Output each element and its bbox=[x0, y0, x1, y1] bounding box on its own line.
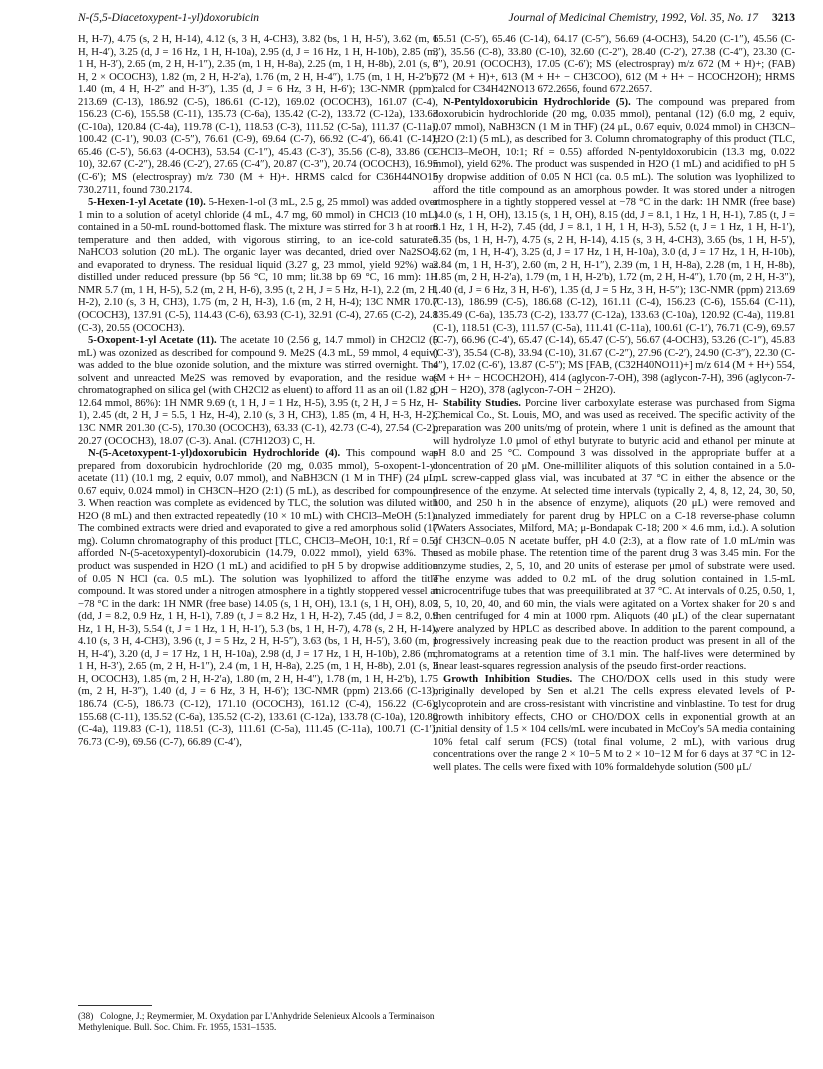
section-heading: 5-Hexen-1-yl Acetate (10). bbox=[88, 197, 206, 209]
paragraph bbox=[433, 97, 795, 398]
paragraph bbox=[433, 398, 795, 674]
paragraph bbox=[78, 448, 438, 749]
section-heading: Growth Inhibition Studies. bbox=[443, 673, 573, 685]
section-heading: N-Pentyldoxorubicin Hydrochloride (5). bbox=[443, 96, 631, 108]
paragraph bbox=[78, 335, 438, 448]
section-heading: Stability Studies. bbox=[443, 397, 521, 409]
section-heading: N-(5-Acetoxypent-1-yl)doxorubicin Hydrochloride (4). bbox=[88, 448, 341, 460]
footnote bbox=[78, 1011, 438, 1033]
journal-citation bbox=[509, 12, 795, 24]
running-title: N-(5,5-Diacetoxypent-1-yl)doxorubicin bbox=[78, 12, 260, 24]
paragraph-body: Porcine liver carboxylate esterase was purchased from Sigma Chemical Co., St. Louis, MO, and was used as received. The specific activity of the preparation was 200 units/mg of protein, where 1 unit is defined as the amount that will hydrolyze 1.0 μmol of ethyl butyrate to butyric acid and ethanol per minute at pH 8.0 and 25 °C. Compound 3 was dissolved in the appropriate buffer at a concentration of 20 μM. One-milliliter aliquots of this solution contained in a 5.0-mL screw-capped glass vial, was incubated at 37 °C in either the absence or the presence of the enzyme. At selected time intervals (typically 2, 4, 8, 12, 24, 30, 50, 100, and 250 h in the absence of enzyme), aliquots (20 μL) were removed and analyzed immediately for parent drug by HPLC on a C-18 reverse-phase column (Waters Associates, Milford, MA; μ-Bondapak C-18; 200 × 4.6 mm, i.d.). A solution of CH3CN–0.05 N acetate buffer, pH 4.0 (2:3), at a flow rate of 1.0 mL/min was used as mobile phase. The retention time of the parent drug 3 was 3.45 min. For the enzyme studies, 2, 5, 10, and 20 units of esterase per μmol of substrate were used. The enzyme was added to 0.2 mL of the drug solution contained in 1.5-mL microcentrifuge tubes that was preequilibrated at 37 °C. At intervals of 0.25, 0.50, 1, 2, 5, 10, 20, 40, and 60 min, the vials were agitated on a Vortex shaker for 20 s and then centrifuged for 4 min at 1000 rpm. Aliquots (40 μL) of the clear supernatant were analyzed by HPLC as described above. In addition to the parent compound, a progressively increasing peak due to the reaction product was present in all of the chromatograms at a retention time of 3.1 min. The half-lives were determined by linear least-squares regression analysis of the pseudo first-order reactions. bbox=[433, 397, 796, 673]
paragraph-body: 5-Hexen-1-ol (3 mL, 2.5 g, 25 mmol) was added over 1 min to a solution of acetyl chloride (4 mL, 4.7 mg, 60 mmol) in CHCl3 (10 mL) contained in a 50-mL round-bottomed flask. The mixture was stirred for 3 h at room temperature and then added, with vigorous stirring, to an ice-cold saturated NaHCO3 solution (20 mL). The organic layer was decanted, dried over Na2SO4, and evaporated to dryness. The residual liquid (3.27 g, 23 mmol, yield 92%) was distilled under reduced pressure (bp 56 °C, 10 mm; lit.38 bp 69 °C, 16 mm): 1H NMR 5.7 (m, 1 H, H-5), 5.2 (m, 2 H, H-6), 3.95 (t, 2 H, J = 5 Hz, H-1), 2.2 (m, 2 H, H-2), 2.10 (s, 3 H, CH3), 1.75 (m, 2 H, H-3), 1.6 (m, 2 H, H-4); 13C NMR 170.7 (OCOCH3), 137.91 (C-5), 114.43 (C-6), 63.93 (C-1), 32.91 (C-4), 27.65 (C-2), 24.8 (C-3), 20.55 (OCOCH3). bbox=[78, 197, 438, 334]
paragraph-body: The CHO/DOX cells used in this study were originally developed by Sen et al.21 The cells express elevated levels of P-glycoprotein and are cross-resistant with vincristine and vinblastine. To test for drug growth inhibitory effects, CHO or CHO/DOX cells in exponential growth at an initial density of 1.5 × 104 cells/mL were incubated in McCoy's 5A media containing 10% fetal calf serum (FCS) (total final volume, 2 mL), with various drug concentrations over the range 2 × 10−5 M to 2 × 10−12 M for 6 days at 37 °C in 12-well plates. The cells were fixed with 10% formaldehyde solution (500 μL/ bbox=[433, 673, 795, 773]
running-header bbox=[78, 12, 795, 28]
right-column bbox=[433, 34, 795, 774]
paragraph bbox=[78, 197, 438, 335]
paragraph bbox=[433, 674, 795, 774]
paragraph-body: This compound was prepared from doxorubicin hydrochloride (20 mg, 0.035 mmol), 5-oxopent-1-yl acetate (11) (10.1 mg, 2 equiv, 0.07 mmol), and NaBH3CN (1 M in THF) (24 μL, 0.67 equiv, 0.024 mmol) in CH3CN–H2O (2:1) (5 mL), as described for compound 3. When reaction was complete as evidenced by TLC, the solution was diluted with H2O (8 mL) and then extracted repeatedly (10 × 10 mL) with CHCl3–MeOH (5:1). The combined extracts were dried and evaporated to give a red amorphous solid (17 mg). Column chromatography of this product [TLC, CHCl3–MeOH, 10:1, Rf = 0.5] afforded N-(5-acetoxypentyl)-doxorubicin (14.79, 0.022 mmol), yield 63%. The product was suspended in H2O (1 mL) and acidified to pH 5 by dropwise addition of 0.05 N HCl (ca. 0.5 mL). The solution was lyophilized to afford the title compound. It was stored under a nitrogen atmosphere in a tightly stoppered vessel at −78 °C in the dark: 1H NMR (free base) 14.05 (s, 1 H, OH), 13.1 (s, 1 H, OH), 8.05 (dd, J = 8.2, 0.9 Hz, 1 H, H-1), 7.89 (t, J = 8.2 Hz, 1 H, H-2), 7.45 (dd, J = 8.2, 0.9 Hz, 1 H, H-3), 5.54 (t, J = 1 Hz, 1 H, H-1′), 5.3 (bs, 1 H, H-7), 4.78 (s, 2 H, H-14), 4.10 (s, 3 H, 4-CH3), 3.96 (t, J = 5 Hz, 2 H, H-5″), 3.63 (bs, 1 H, H-5′), 3.60 (m, 1 H, H-4′), 3.20 (d, J = 17 Hz, 1 H, H-10a), 2.98 (d, J = 17 Hz, 1 H, H-10b), 2.86 (m, 1 H, H-3′), 2.65 (m, 2 H, H-1″), 2.4 (m, 1 H, H-8a), 2.25 (m, 1 H, H-8b), 2.01 (s, 3 H, OCOCH3), 1.85 (m, 2 H, H-2′a), 1.80 (m, 2 H, H-4″), 1.78 (m, 1 H, H-2′b), 1.75 (m, 2 H, H-3″), 1.40 (d, J = 6 Hz, 3 H, H-6′); 13C-NMR (ppm) 213.66 (C-13), 186.74 (C-5), 186.73 (C-12), 171.10 (OCOCH3), 161.12 (C-4), 156.22 (C-6), 155.68 (C-11), 135.52 (C-6a), 135.52 (C-2), 133.61 (C-12a), 133.78 (C-10a), 120.80 (C-4a), 119.83 (C-1), 118.51 (C-3), 111.61 (C-5a), 111.45 (C-11a), 100.71 (C-1′), 76.73 (C-9), 69.56 (C-7), 66.89 (C-4′), bbox=[78, 448, 438, 748]
paragraph: 65.51 (C-5′), 65.46 (C-14), 64.17 (C-5″), 56.69 (4-OCH3), 54.20 (C-1″), 45.56 (C-3′), 35.56 (C-8), 33.80 (C-10), 32.60 (C-2″), 28.40 (C-2′), 27.38 (C-4″), 23.30 (C-3″), 20.91 (OCOCH3), 17.05 (C-6′); MS (electrospray) m/z 672 (M + H)+; (FAB) 672 (M + H)+, 613 (M + H+ − CH3COO), 612 (M + H+ − HCOCH2OH); HRMS calcd for C34H42NO13 672.2656, found 672.2657. bbox=[433, 34, 795, 96]
paragraph-body: The acetate 10 (2.56 g, 14.7 mmol) in CH2Cl2 (5 mL) was ozonized as described for compound 9. Me2S (4.3 mL, 59 mmol, 4 equiv) was added to the blue ozonide solution, and the mixture was stirred overnight. The solvent and unreacted Me2S was removed by evaporation, and the residue was chromatographed on silica gel (with CH2Cl2 as eluent) to afford 11 as an oil (1.82 g, 12.64 mmol, 86%): 1H NMR 9.69 (t, 1 H, J = 1 Hz, H-5), 3.95 (t, 2 H, J = 5 Hz, H-1), 2.45 (dt, 2 H, J = 5.5, 1 Hz, H-4), 2.10 (s, 3 H, CH3), 1.85 (m, 4 H, H-3, H-2); 13C NMR 201.30 (C-5), 170.30 (OCOCH3), 63.33 (C-1), 42.73 (C-4), 27.54 (C-2), 20.27 (OCOCH3), 18.07 (C-3). Anal. (C7H12O3) C, H. bbox=[78, 335, 438, 447]
left-column bbox=[78, 34, 438, 749]
section-heading: 5-Oxopent-1-yl Acetate (11). bbox=[88, 335, 217, 347]
footnote-number: (38) bbox=[78, 1011, 94, 1021]
footnote-text: Cologne, J.; Reymermier, M. Oxydation par L'Anhydride Selenieux Alcools a Terminaison Methylenique. Bull. Soc. Chim. Fr. 1955, 1531–1535. bbox=[78, 1011, 435, 1033]
paragraph-body: The compound was prepared from doxorubicin hydrochloride (20 mg, 0.035 mmol), pentanal (12) (6.0 mg, 2 equiv, 0.07 mmol), NaBH3CN (1 M in THF) (24 μL, 0.67 equiv, 0.024 mmol) in CH3CN–H2O (2:1) (5 mL), as described for 3. Column chromatography of this product (TLC, CHCl3–MeOH, 10:1; Rf = 0.55) afforded N-pentyldoxorubicin (13.3 mg, 0.022 mmol), yield 62%. The product was suspended in H2O (1 mL) and acidified to pH 5 by dropwise addition of 0.05 N HCl (ca. 0.5 mL). The solution was lyophilized to afford the title compound as an amorphous powder. It was stored under a nitrogen atmosphere in a tightly stoppered vessel at −78 °C in the dark: 1H NMR (free base) 14.0 (s, 1 H, OH), 13.15 (s, 1 H, OH), 8.15 (dd, J = 8.1, 1 Hz, 1 H, H-1), 7.85 (t, J = 8.1 Hz, 1 H, H-2), 7.45 (dd, J = 8.1, 1 H, 1 H, H-3), 5.52 (t, J = 1 Hz, 1 H, H-1′), 5.35 (bs, 1 H, H-7), 4.75 (s, 2 H, H-14), 4.15 (s, 3 H, 4-CH3), 3.65 (bs, 1 H, H-5′), 3.62 (m, 1 H, H-4′), 3.25 (d, J = 17 Hz, 1 H, H-10a), 3.0 (d, J = 17 Hz, 1 H, H-10b), 2.84 (m, 1 H, H-3′), 2.60 (m, 2 H, H-1″), 2.39 (m, 1 H, H-8a), 2.28 (m, 1 H, H-8b), 1.85 (m, 2 H, H-2′a), 1.79 (m, 1 H, H-2′b), 1.72 (m, 2 H, H-4″), 1.70 (m, 2 H, H-3″), 1.40 (d, J = 6 Hz, 3 H, H-6′), 1.35 (d, J = 5 Hz, 3 H, H-5″); 13C-NMR (ppm) 213.69 (C-13), 186.99 (C-5), 186.68 (C-12), 161.11 (C-4), 156.23 (C-6), 155.64 (C-11), 135.49 (C-6a), 135.73 (C-2), 133.77 (C-12a), 133.63 (C-10a), 120.92 (C-4a), 119.81 (C-1), 118.51 (C-3), 111.57 (C-5a), 111.41 (C-11a), 100.61 (C-1′), 76.71 (C-9), 69.57 (C-7), 66.96 (C-4′), 65.47 (C-14), 65.47 (C-5′), 56.67 (4-OCH3), 53.26 (C-1″), 45.83 (C-3′), 35.54 (C-8), 33.94 (C-10), 31.67 (C-2″), 27.96 (C-2′), 24.90 (C-3″), 22.30 (C-4″), 17.02 (C-6′), 13.87 (C-5″); MS [FAB, (C32H40NO11)+] m/z 614 (M + H+) 554, (M + H+ − HCOCH2OH), 414 (aglycon-7-OH), 398 (aglycon-7-H), 396 (aglycon-7-OH − H2O), 378 (aglycon-7-OH − 2H2O). bbox=[433, 96, 795, 397]
footnote-divider bbox=[78, 1005, 152, 1006]
page-number: 3213 bbox=[772, 12, 795, 24]
journal-name: Journal of Medicinal Chemistry, 1992, Vol. 35, No. 17 bbox=[508, 12, 758, 24]
paragraph: H, H-7), 4.75 (s, 2 H, H-14), 4.12 (s, 3 H, 4-CH3), 3.82 (bs, 1 H, H-5′), 3.62 (m, 1 H, H-4′), 3.25 (d, J = 16 Hz, 1 H, H-10a), 2.95 (d, J = 16 Hz, 1 H, H-10b), 2.85 (m, 1 H, H-3′), 2.65 (m, 2 H, H-1″), 2.35 (m, 1 H, H-8a), 2.25 (m, 1 H, H-8b), 2.01 (s, 6 H, 2 × OCOCH3), 1.82 (m, 2 H, H-2′a), 1.76 (m, 2 H, H-4″), 1.75 (m, 1 H, H-2′b), 1.40 (m, 4 H, H-2″ and H-3″), 1.35 (d, J = 6 Hz, 3 H, H-6′); 13C-NMR (ppm): 213.69 (C-13), 186.92 (C-5), 186.61 (C-12), 169.02 (OCOCH3), 161.07 (C-4), 156.23 (C-6), 155.58 (C-11), 135.73 (C-6a), 135.42 (C-2), 133.72 (C-12a), 133.63 (C-10a), 120.84 (C-4a), 119.78 (C-1), 118.53 (C-3), 111.52 (C-5a), 111.37 (C-11a), 100.42 (C-1′), 90.03 (C-5″), 76.61 (C-9), 69.64 (C-7), 66.92 (C-4′), 66.41 (C-14), 65.46 (C-5′), 56.63 (4-OCH3), 53.54 (C-1″), 45.43 (C-3′), 35.56 (C-8), 33.86 (C-10), 32.67 (C-2″), 28.46 (C-2′), 27.65 (C-4″), 20.87 (C-3″), 20.74 (OCOCH3), 16.95 (C-6′); MS (electrospray) m/z 730 (M + H)+. HRMS calcd for C36H44NO15 730.2711, found 730.2174. bbox=[78, 34, 438, 196]
